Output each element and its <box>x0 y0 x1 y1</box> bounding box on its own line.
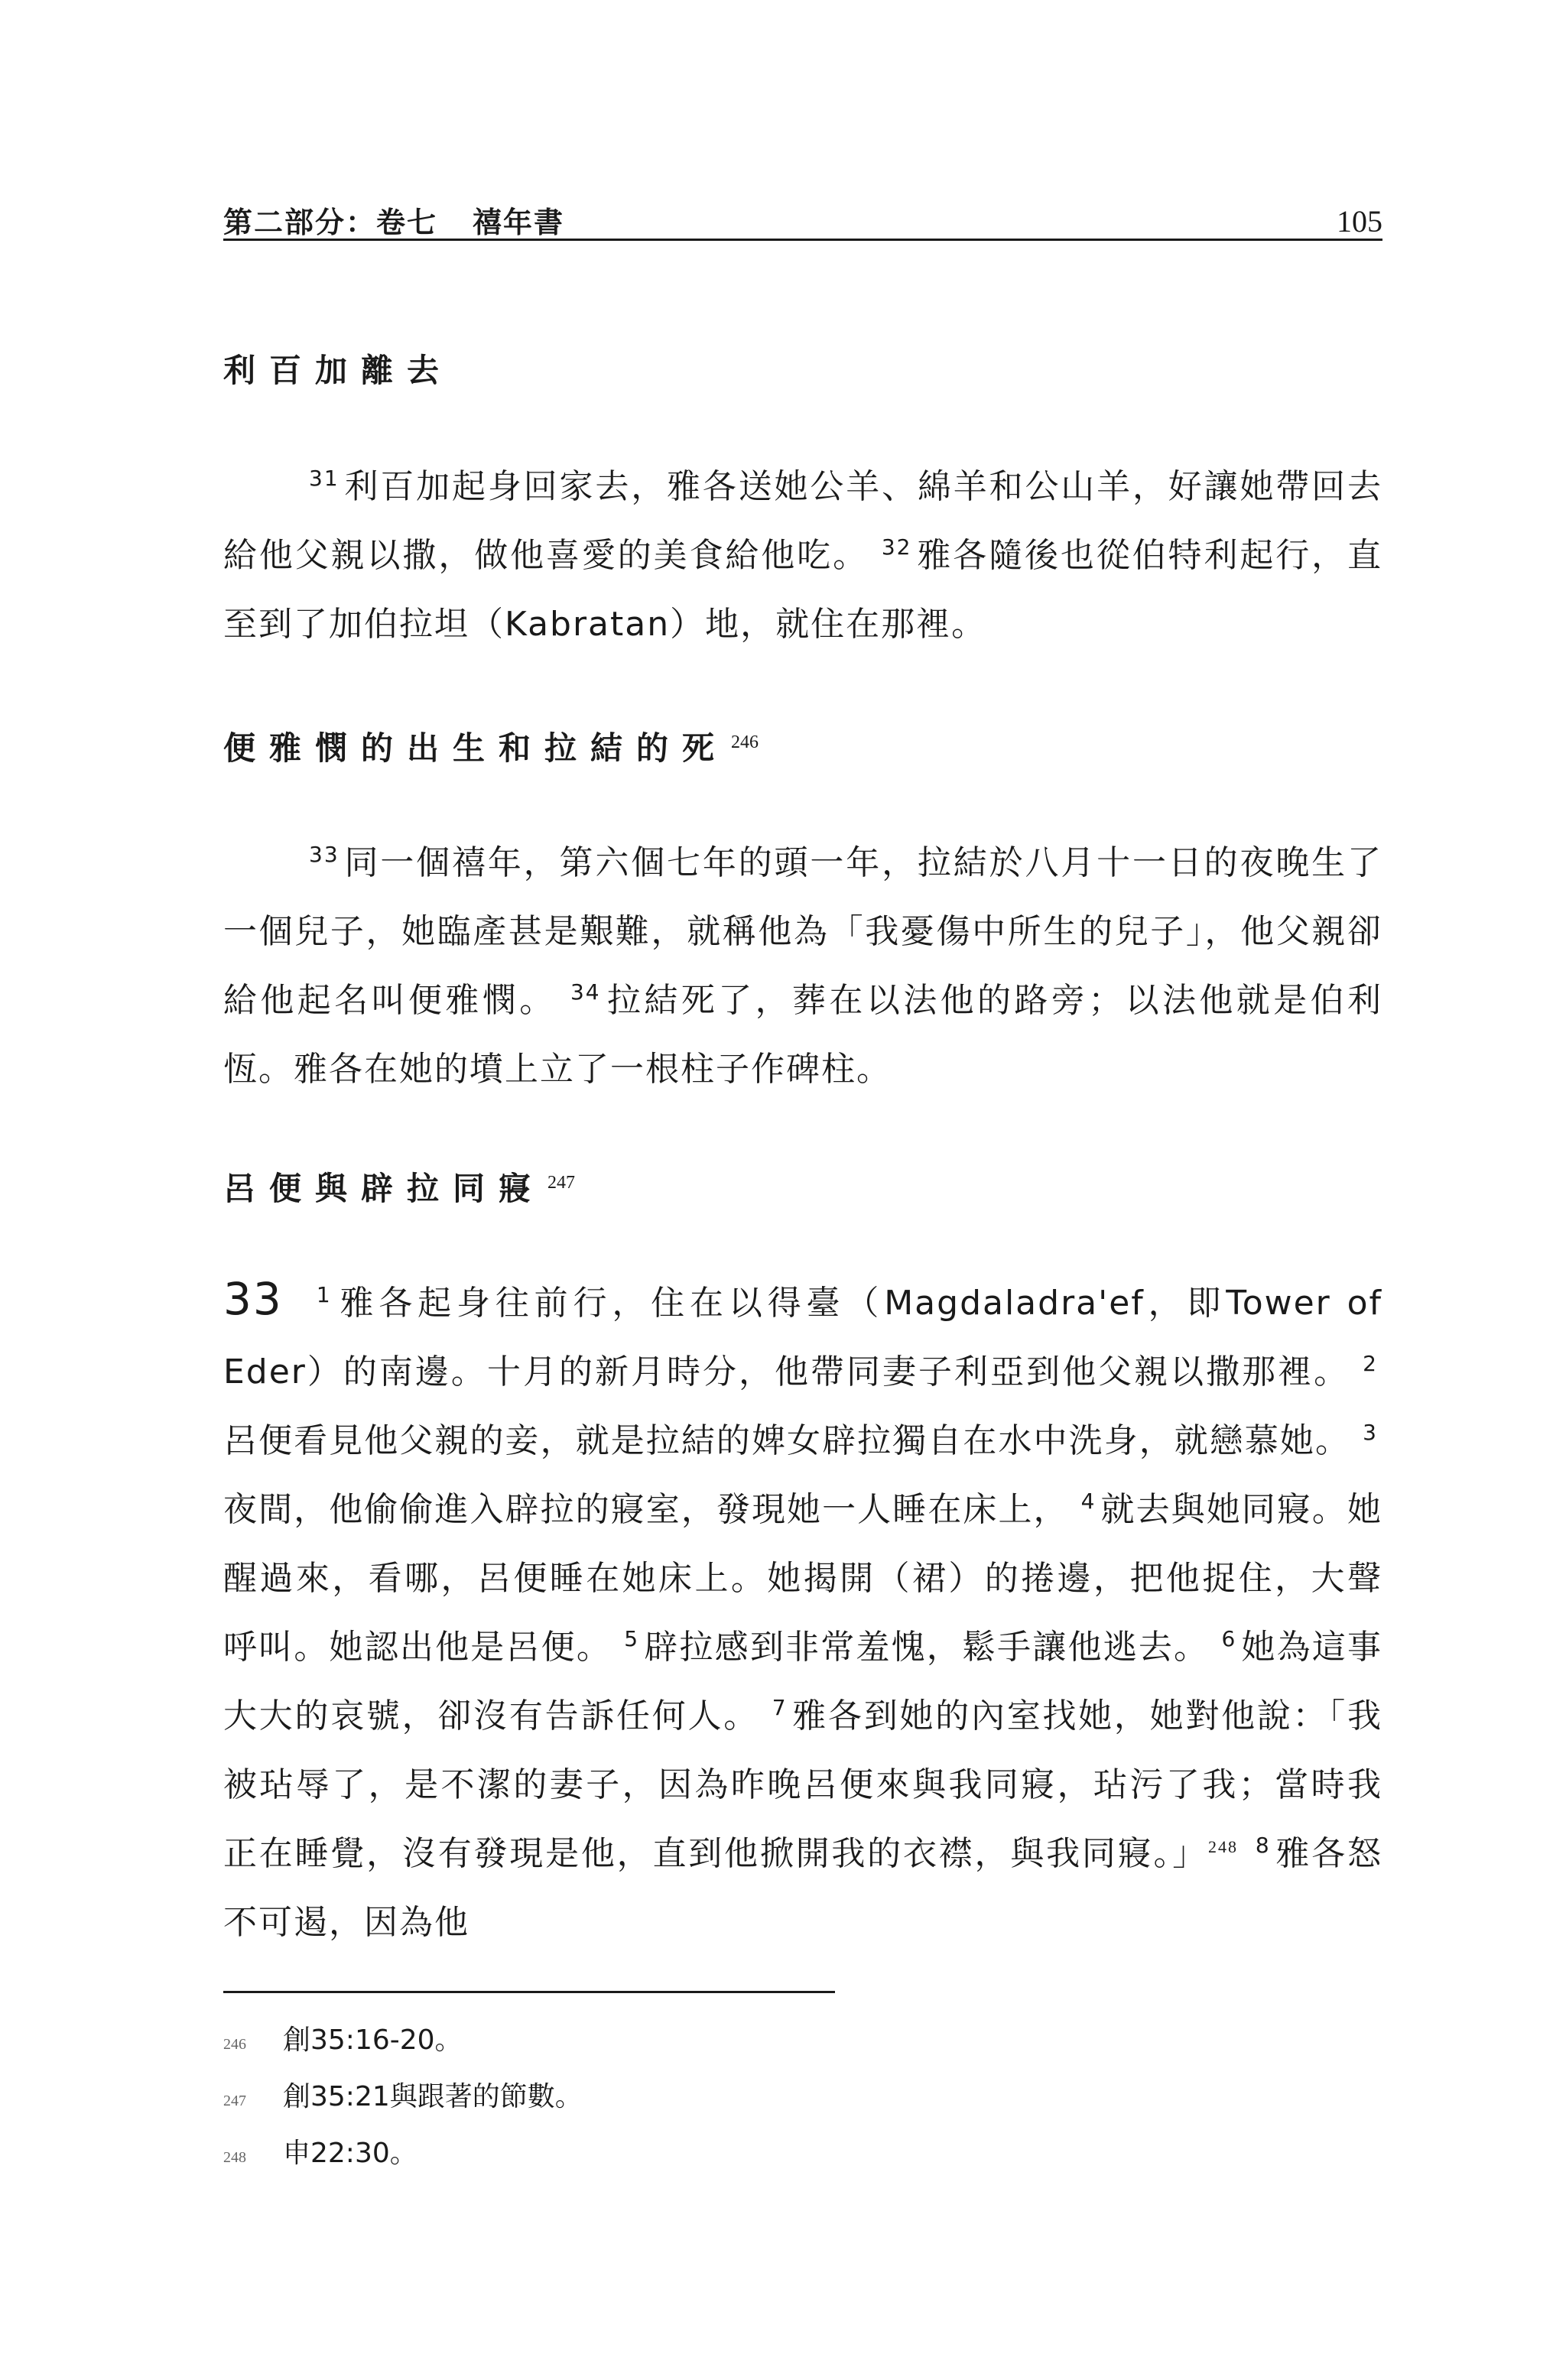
footnote-item <box>223 2075 1141 2132</box>
header-title <box>223 199 564 241</box>
header-section: 第二部分：卷七 <box>223 206 438 239</box>
verse-number: 3 <box>1363 1420 1378 1446</box>
verse-number: 34 <box>570 979 601 1005</box>
paragraph-1 <box>223 453 1382 659</box>
footnote-mark: 247 <box>223 2093 246 2109</box>
section-heading-1: 利百加離去 <box>223 352 453 389</box>
footnote-item <box>223 2132 1141 2188</box>
chapter-number: 33 <box>223 1273 283 1325</box>
verse-number: 31 <box>309 466 340 492</box>
header-book: 禧年書 <box>473 206 565 239</box>
footnotes <box>223 2018 1141 2188</box>
footnote-text: 申22:30。 <box>283 2138 417 2169</box>
verse-number: 1 <box>316 1282 332 1308</box>
heading-footnote-ref: 247 <box>547 1173 576 1193</box>
section-heading-2: 便雅憫的出生和拉結的死 $^{246}$ <box>223 729 759 767</box>
heading-footnote-ref: 246 <box>731 732 759 752</box>
verse-number: 7 <box>772 1695 788 1721</box>
footnote-text: 創35:16-20。 <box>283 2024 463 2056</box>
verse-text: 拉結死了，葬在以法他的路旁；以法他就是伯利恆。雅各在她的墳上立了一根柱子作碑柱。 <box>223 981 1382 1089</box>
verse-number: 6 <box>1221 1626 1237 1652</box>
running-header <box>223 193 1382 241</box>
page-number: 105 <box>1337 204 1382 239</box>
verse-text: 同一個禧年，第六個七年的頭一年，拉結於八月十一日的夜晚生了一個兒子，她臨產甚是艱難，就稱他為「我憂傷中所生的兒子」，他父親卻給他起名叫便雅憫。 <box>223 843 1382 1020</box>
paragraph-3: 33 $^1$ 雅各起身往前行，住在以得臺（Magdaladra'ef，即Tower of Eder）的南邊。十月的新月時分，他帶同妻子利亞到他父親以撒那裡。 $^2$呂便看見他父親的妾，就是拉結的婢女辟拉獨自在水中洗身，就戀慕她。 $^3$夜間，他偷偷進入辟拉的寢室，發現她一人睡在床上， $^4$ 就去與她同寢。她醒過來，看哪，呂便睡在她床上。她揭開（裙）的捲邊，把他捉住，大聲呼叫。她認出他是呂便。 $^5$ 辟拉感到非常羞愧，鬆手讓他逃去。 $^6$ 她為這事大大的哀號，卻沒有告訴任何人。 $^7$ 雅各到她的內室找她，她對他說：「我被玷辱了，是不潔的妻子，因為昨晚呂便來與我同寢，玷污了我；當時我正在睡覺，沒有發現是他，直到他掀開我的衣襟，與我同寢。」$^{248}$ $^8$ 雅各怒不可遏，因為他 <box>223 1273 1383 1942</box>
verse-number: 32 <box>881 534 912 560</box>
footnote-mark: 248 <box>223 2149 246 2166</box>
verse-text: 利百加起身回家去，雅各送她公羊、綿羊和公山羊，好讓她帶回去給他父親以撒，做他喜愛的美食給他吃。 <box>223 467 1382 575</box>
section-heading-3: 呂便與辟拉同寢 $^{247}$ <box>223 1170 576 1207</box>
verse-number: 5 <box>624 1626 640 1652</box>
verse-number: 4 <box>1080 1489 1097 1515</box>
verse-text: 雅各隨後也從伯特利起行，直至到了加伯拉坦（Kabratan）地，就住在那裡。 <box>223 536 1382 644</box>
verse-number: 8 <box>1255 1833 1271 1859</box>
footnote-ref: 248 <box>1208 1837 1239 1857</box>
footnote-divider <box>223 1991 835 1993</box>
footnote-text: 創35:21與跟著的節數。 <box>283 2081 583 2112</box>
verse-number: 2 <box>1363 1351 1378 1377</box>
verse-number: 33 <box>309 842 340 868</box>
footnote-item <box>223 2018 1141 2075</box>
paragraph-2 <box>223 829 1382 1104</box>
footnote-mark: 246 <box>223 2036 246 2053</box>
